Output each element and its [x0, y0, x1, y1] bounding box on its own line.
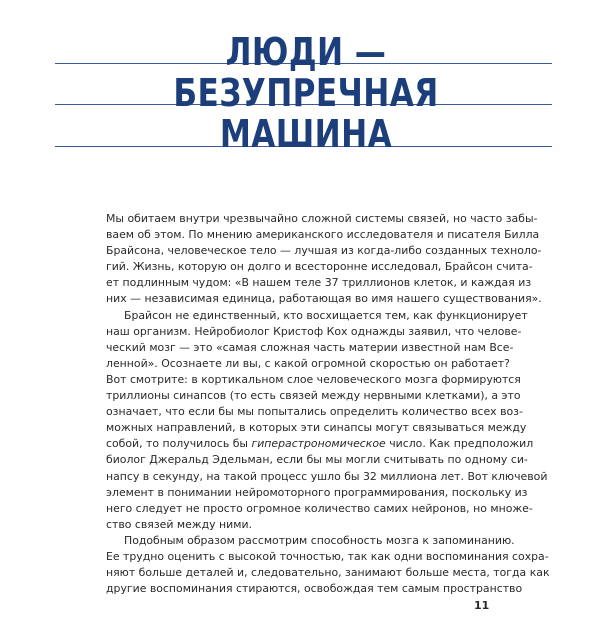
text-line: напсу в секунду, на такой процесс ушло бы 32 миллиона лет. Вот ключевой	[106, 469, 548, 483]
text-line: ет подлинным чудом: «В нашем теле 37 триллионов клеток, и каждая из	[106, 276, 532, 290]
text-line: няют больше деталей и, следовательно, занимают больше места, тогда как	[106, 566, 550, 580]
page-number: 11	[474, 599, 490, 612]
text-fragment: собой, то получилось бы	[106, 437, 252, 451]
text-line: ленной». Осознаете ли вы, с какой огромной скоростью он работает?	[106, 356, 510, 370]
text-line: Вот смотрите: в кортикальном слое человеческого мозга формируются	[106, 372, 521, 386]
text-line-with-italic	[106, 436, 534, 452]
chapter-title-line-3: МАШИНА	[219, 112, 393, 156]
text-line: ство связей между ними.	[106, 517, 252, 531]
chapter-title-line-1: ЛЮДИ —	[225, 30, 387, 74]
text-line: означает, что если бы мы попытались определить количество всех воз-	[106, 405, 523, 419]
text-line: Брайсона, человеческое тело — лучшая из когда-либо созданных техноло-	[106, 244, 542, 258]
body-text	[106, 211, 550, 597]
text-line: Ее трудно оценить с высокой точностью, так как одни воспоминания сохра-	[106, 549, 549, 563]
italic-term: гиперастрономическое	[251, 437, 386, 451]
text-line: можных направлений, в которых эти синапсы могут связываться между	[106, 421, 527, 435]
text-line: наш организм. Нейробиолог Кристоф Кох однажды заявил, что челове-	[106, 324, 522, 338]
text-line: триллионы синапсов (то есть связей между нервными клетками), а это	[106, 389, 521, 403]
text-line: другие воспоминания стираются, освобождая тем самым пространство	[106, 582, 523, 596]
text-line: них — независимая единица, работающая во имя нашего существования».	[106, 292, 542, 306]
text-line: Брайсон не единственный, кто восхищается тем, как функционирует	[124, 308, 528, 322]
text-line: ческий мозг — это «самая сложная часть материи известной нам Все-	[106, 340, 514, 354]
text-line: Подобным образом рассмотрим способность мозга к запоминанию.	[124, 533, 515, 547]
text-line: биолог Джеральд Эдельман, если бы мы могли считывать по одному си-	[106, 453, 528, 467]
chapter-title-line-2: БЕЗУПРЕЧНАЯ	[173, 71, 439, 115]
text-line: него следует не просто огромное количество самих нейронов, но множе-	[106, 501, 533, 515]
text-line: элемент в понимании нейромоторного программирования, поскольку из	[106, 485, 528, 499]
text-fragment: число. Как предположил	[385, 437, 534, 451]
text-line: гий. Жизнь, которую он долго и всесторонне исследовал, Брайсон счита-	[106, 260, 533, 274]
text-line: Мы обитаем внутри чрезвычайно сложной системы связей, но часто забы-	[106, 212, 538, 225]
text-line: ваем об этом. По мнению американского исследователя и писателя Билла	[106, 228, 540, 242]
